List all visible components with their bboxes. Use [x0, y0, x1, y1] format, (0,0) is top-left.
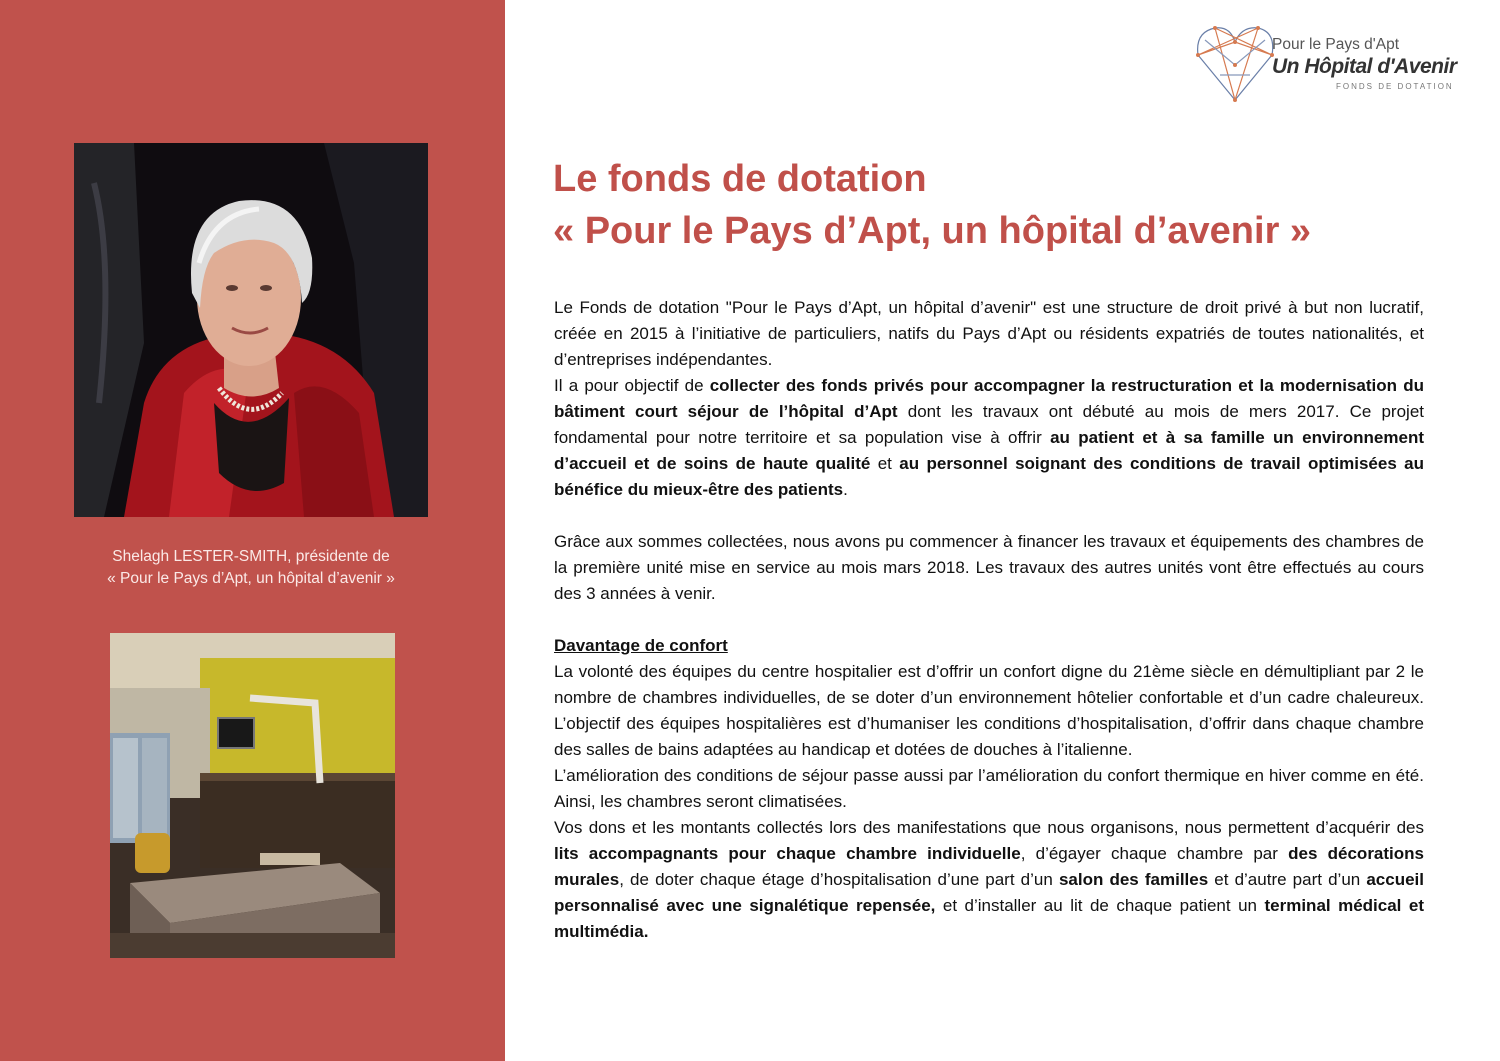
bold-run: collecter des fonds privés pour accompagner la restructuration et la modernisation du bâtiment court séjour de l’hôpital d’Apt	[554, 376, 1424, 421]
paragraph-thermal: L’amélioration des conditions de séjour passe aussi par l’amélioration du confort thermique en hiver comme en été. Ainsi, les chambres seront climatisées.	[554, 766, 1424, 811]
hospital-room-photo	[110, 633, 395, 958]
text-run: Vos dons et les montants collectés lors des manifestations que nous organisons, nous permettent d’acquérir des	[554, 818, 1424, 837]
title-line-2: « Pour le Pays d’Apt, un hôpital d’avenir »	[553, 210, 1312, 252]
paragraph-comfort: La volonté des équipes du centre hospitalier est d’offrir un confort digne du 21ème siècle en démultipliant par 2 le nombre de chambres individuelles, de se doter d’un environnement hôtelier confortable et d’un cadre chaleureux. L’objectif des équipes hospitalières est d’humaniser les conditions d’hospitalisation, d’offrir dans chaque chambre des salles de bains adaptées au handicap et dotées de douches à l’italienne.	[554, 662, 1424, 759]
bold-run: terminal médical et multimédia.	[554, 896, 1424, 941]
bold-run: salon des familles	[1058, 870, 1209, 889]
caption-line-1: Shelagh LESTER-SMITH, présidente de	[112, 548, 390, 565]
text-run: dont les travaux ont débuté au mois de mers 2017. Ce projet fondamental pour notre territoire et sa population vise à offrir	[554, 402, 1424, 447]
bold-run: au patient et à sa famille un environnement d’accueil et de soins de haute qualité	[554, 428, 1424, 473]
text-run: Il a pour objectif de	[554, 376, 710, 395]
bold-run: accueil personnalisé avec une signalétique repensée,	[554, 870, 1424, 915]
text-run: et	[870, 454, 900, 473]
paragraph-funding: Grâce aux sommes collectées, nous avons pu commencer à financer les travaux et équipements des chambres de la première unité mise en service au mois mars 2018. Les travaux des autres unités vont être effectués au cours des 3 années à venir.	[554, 532, 1424, 603]
spacer	[554, 503, 1424, 529]
paragraph-donations	[554, 815, 1424, 945]
body-text	[554, 295, 1424, 945]
paragraph-objective	[554, 373, 1424, 503]
heart-network-icon	[1190, 20, 1280, 110]
logo-text-main: Un Hôpital d'Avenir	[1272, 55, 1457, 78]
portrait-illustration	[74, 143, 428, 517]
text-run: et d’installer au lit de chaque patient un	[935, 896, 1265, 915]
text-run: , d’égayer chaque chambre par	[1020, 844, 1289, 863]
logo-text-sub: FONDS DE DOTATION	[1336, 82, 1454, 91]
page-title	[553, 153, 1453, 257]
hospital-room-illustration	[110, 633, 395, 958]
section-heading: Davantage de confort	[554, 636, 728, 655]
title-line-1: Le fonds de dotation	[553, 158, 927, 200]
bold-run: des décorations murales	[554, 844, 1424, 889]
logo-text-top: Pour le Pays d'Apt	[1272, 36, 1400, 53]
bold-run: au personnel soignant des conditions de travail optimisées au bénéfice du mieux-être des patients	[554, 454, 1424, 499]
left-panel	[0, 0, 505, 1061]
text-run: .	[843, 480, 848, 499]
spacer	[554, 607, 1424, 633]
portrait-photo	[74, 143, 428, 517]
caption-line-2: « Pour le Pays d’Apt, un hôpital d’avenir »	[107, 570, 395, 587]
paragraph-intro: Le Fonds de dotation "Pour le Pays d’Apt, un hôpital d’avenir" est une structure de droit privé à but non lucratif, créée en 2015 à l’initiative de particuliers, natifs du Pays d’Apt ou résidents expatriés de toutes nationalités, et d’entreprises indépendantes.	[554, 298, 1424, 369]
text-run: et d’autre part d’un	[1208, 870, 1367, 889]
photo-caption	[40, 546, 462, 590]
bold-run: lits accompagnants pour chaque chambre individuelle	[554, 844, 1021, 863]
text-run: , de doter chaque étage d’hospitalisation d’une part d’un	[619, 870, 1059, 889]
